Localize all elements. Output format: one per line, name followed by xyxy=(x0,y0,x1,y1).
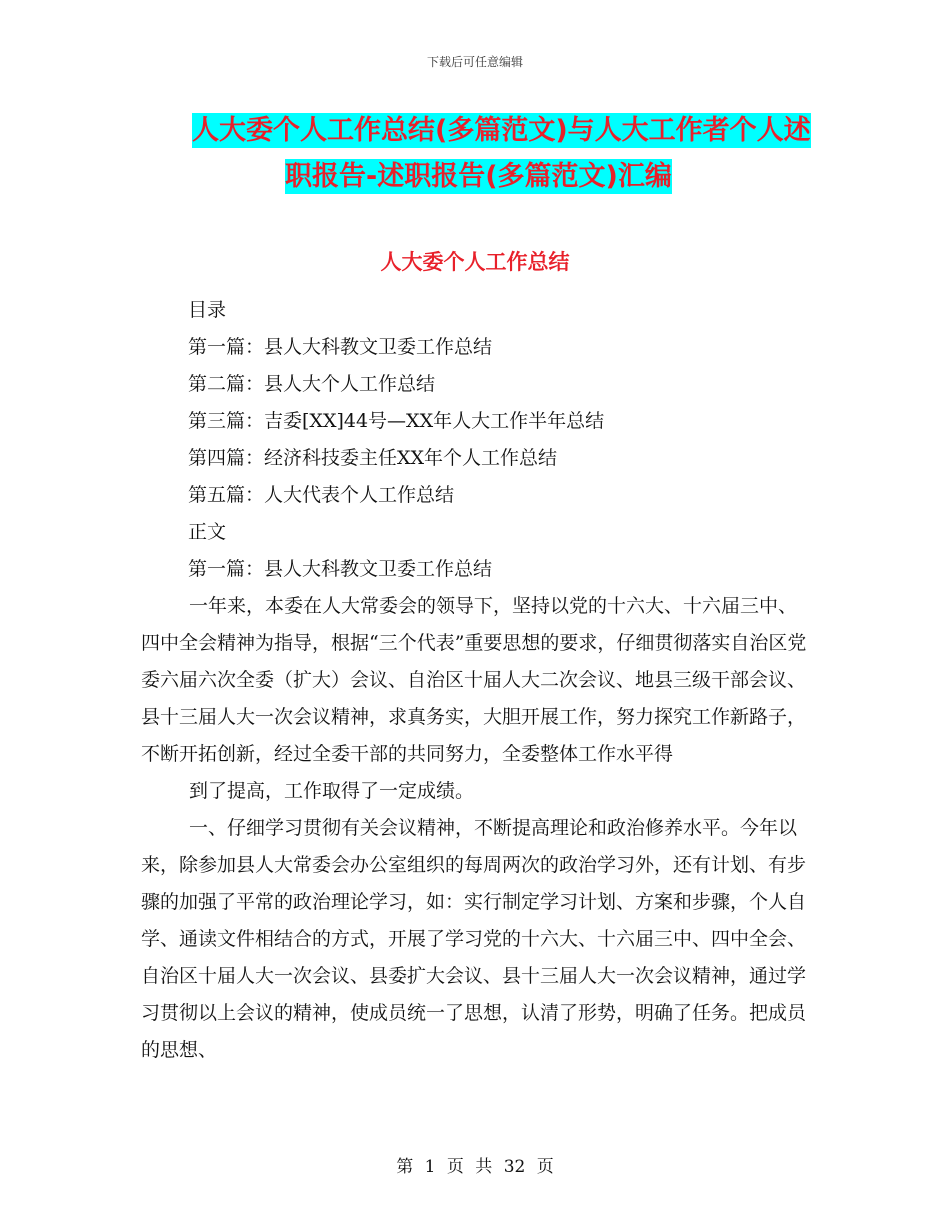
paragraph: 一、仔细学习贯彻有关会议精神，不断提高理论和政治修养水平。今年以来，除参加县人大常委会办公室组织的每周两次的政治学习外，还有计划、有步骤的加强了平常的政治理论学习，如：实行制定学习计划、方案和步骤，个人自学、通读文件相结合的方式，开展了学习党的十六大、十六届三中、四中全会、自治区十届人大一次会议、县委扩大会议、县十三届人大一次会议精神，通过学习贯彻以上会议的精神，使成员统一了思想，认清了形势，明确了任务。把成员的思想、 xyxy=(141,817,807,1061)
section-title: 人大委个人工作总结 xyxy=(380,250,570,274)
page-header: 下载后可任意编辑 xyxy=(426,55,523,69)
toc-item: 第一篇：县人大科教文卫委工作总结 xyxy=(188,336,493,358)
toc-item: 第三篇：吉委[XX]44号—XX年人大工作半年总结 xyxy=(188,410,605,432)
table-of-contents xyxy=(188,292,828,588)
toc-item: 第二篇：县人大个人工作总结 xyxy=(188,373,436,395)
article-heading: 第一篇：县人大科教文卫委工作总结 xyxy=(188,558,493,580)
page-footer: 第 1 页 共 32 页 xyxy=(396,1157,554,1177)
body-label: 正文 xyxy=(188,521,227,543)
body-text xyxy=(141,588,813,1069)
toc-item: 第五篇：人大代表个人工作总结 xyxy=(188,484,455,506)
paragraph: 一年来，本委在人大常委会的领导下，坚持以党的十六大、十六届三中、四中全会精神为指导，根据“三个代表”重要思想的要求，仔细贯彻落实自治区党委六届六次全委（扩大）会议、自治区十届人大二次会议、地县三级干部会议、县十三届人大一次会议精神，求真务实，大胆开展工作，努力探究工作新路子，不断开拓创新，经过全委干部的共同努力，全委整体工作水平得 xyxy=(141,595,807,765)
title-line-2: 职报告-述职报告(多篇范文)汇编 xyxy=(285,161,672,192)
paragraph: 到了提高，工作取得了一定成绩。 xyxy=(189,780,475,802)
document-title xyxy=(140,108,820,200)
toc-item: 第四篇：经济科技委主任XX年个人工作总结 xyxy=(188,447,558,469)
toc-heading: 目录 xyxy=(188,299,227,321)
title-line-1: 人大委个人工作总结(多篇范文)与人大工作者个人述 xyxy=(192,115,811,146)
